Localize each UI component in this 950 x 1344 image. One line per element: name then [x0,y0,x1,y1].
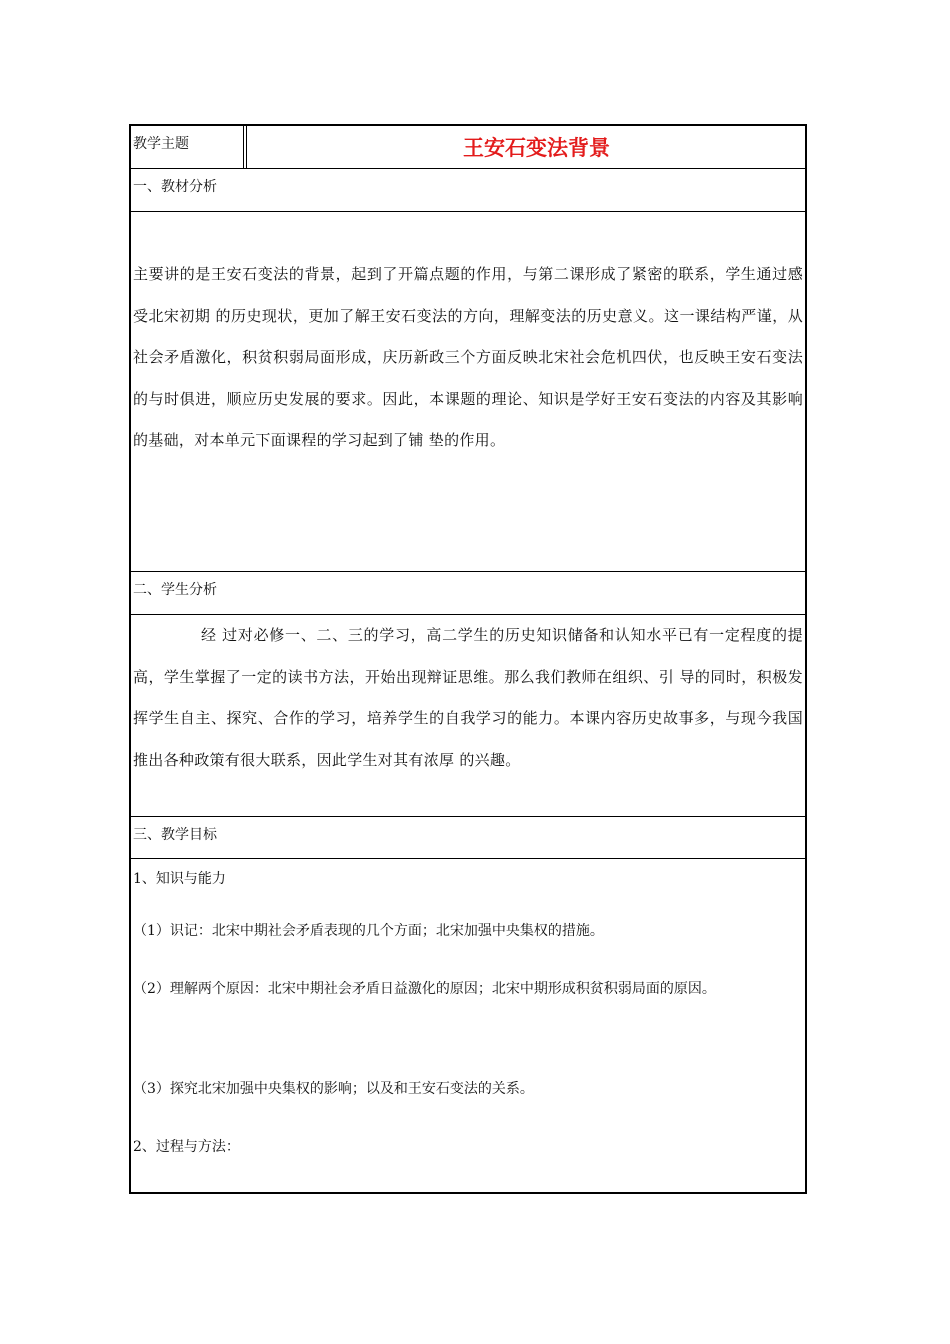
page-title: 王安石变法背景 [463,136,610,160]
textbook-paragraph: 主要讲的是王安石变法的背景，起到了开篇点题的作用，与第二课形成了紧密的联系，学生通过感受北宋初期 的历史现状，更加了解王安石变法的方向，理解变法的历史意义。这一课结构严谨，从社会矛盾激化，积贫积弱局面形成，庆历新政三个方面反映北宋社会危机四伏，也反映王安石变法的与时俱进，顺应历史发展的要求。因此，本课题的理论、知识是学好王安石变法的内容及其影响的基础，对本单元下面课程的学习起到了铺 垫的作用。 [133,265,803,449]
goal-item: （1）识记：北宋中期社会矛盾表现的几个方面；北宋加强中央集权的措施。 [133,923,604,939]
topic-label: 教学主题 [131,126,244,168]
goals-body-row [131,859,805,1192]
goal-item: （3）探究北宋加强中央集权的影响；以及和王安石变法的关系。 [133,1081,534,1097]
students-heading: 二、学生分析 [133,582,217,598]
goal-item: （2）理解两个原因：北宋中期社会矛盾日益激化的原因；北宋中期形成积贫积弱局面的原因。 [133,981,716,997]
students-paragraph: 经 过对必修一、二、三的学习，高二学生的历史知识储备和认知水平已有一定程度的提高，学生掌握了一定的读书方法，开始出现辩证思维。那么我们教师在组织、引 导的同时，积极发挥学生自主、探究、合作的学习，培养学生的自我学习的能力。本课内容历史故事多，与现今我国推出各种政策有很大联系，因此学生对其有浓厚 的兴趣。 [133,626,803,769]
goals-heading: 三、教学目标 [133,827,217,843]
lesson-plan-table [129,124,807,1194]
students-body-row [131,615,805,817]
goal-item: 2、过程与方法： [133,1139,240,1155]
students-heading-row [131,572,805,615]
goal-item: 1、知识与能力 [133,871,226,887]
title-row [131,126,805,169]
goals-heading-row [131,817,805,859]
textbook-heading: 一、教材分析 [133,179,217,195]
column-divider [244,126,247,168]
textbook-heading-row [131,169,805,212]
textbook-body-row [131,212,805,572]
